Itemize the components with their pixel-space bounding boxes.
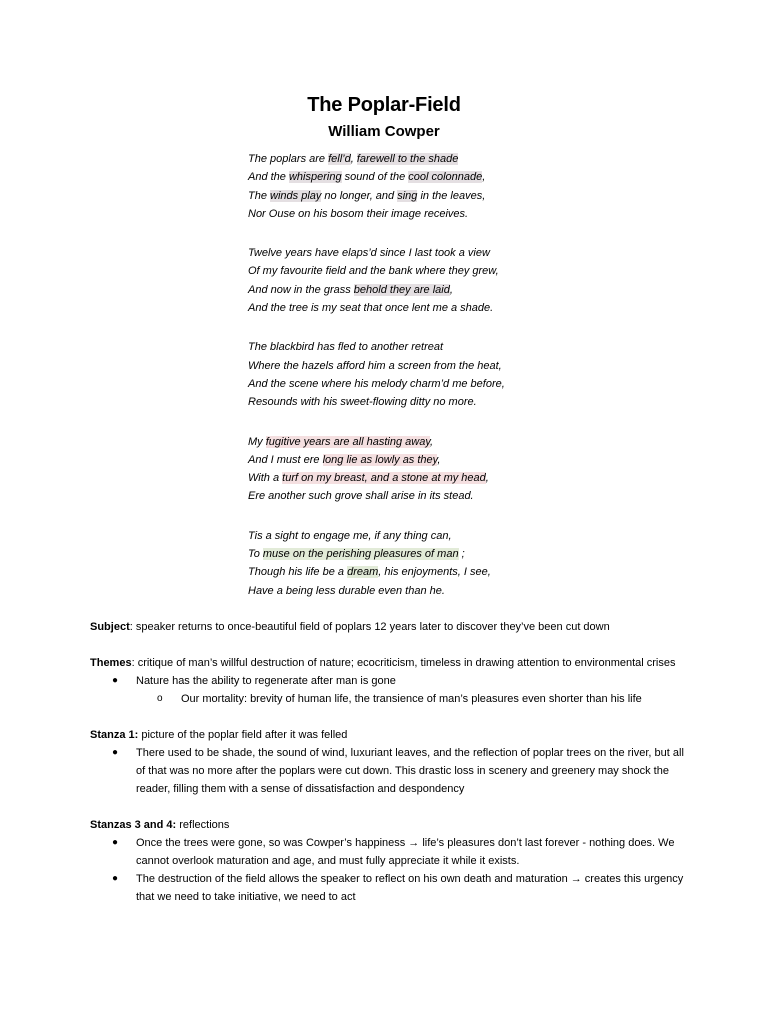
highlighted-phrase: cool colonnade bbox=[408, 171, 483, 184]
poem-line bbox=[248, 527, 578, 545]
poem-text: And now in the grass bbox=[248, 283, 354, 296]
poem-line bbox=[248, 281, 578, 299]
poem-text: Where the hazels afford him a screen from the heat, bbox=[248, 359, 502, 372]
poem-text: The bbox=[248, 189, 271, 202]
poem-line bbox=[248, 393, 578, 411]
poem-text: Twelve years have elaps’d since I last took a view bbox=[248, 247, 490, 260]
poem-line bbox=[248, 375, 578, 393]
stanza1-text: picture of the poplar field after it was felled bbox=[138, 729, 348, 741]
poem-text: ; bbox=[458, 548, 465, 561]
poem-line bbox=[248, 205, 578, 223]
poem-text: , bbox=[350, 153, 357, 165]
list-item: ● Nature has the ability to regenerate after man is gone bbox=[90, 672, 690, 690]
themes-section bbox=[90, 654, 690, 708]
subject-text: : speaker returns to once-beautiful field of poplars 12 years later to discover they’ve been cut down bbox=[129, 621, 610, 633]
stanza1-section bbox=[90, 726, 690, 798]
subject-label: Subject bbox=[90, 621, 130, 633]
stanza-5 bbox=[248, 527, 578, 600]
poem-text: With a bbox=[248, 472, 283, 485]
poem-text: Nor Ouse on his bosom their image receives. bbox=[248, 207, 469, 220]
poem-line bbox=[248, 150, 578, 168]
stanza-1 bbox=[248, 150, 578, 223]
poem-text: , his enjoyments, I see, bbox=[378, 566, 491, 579]
stanza-2 bbox=[248, 244, 578, 317]
poem-line bbox=[248, 563, 578, 581]
highlighted-phrase: farewell to the shade bbox=[356, 153, 459, 165]
poem-line bbox=[248, 451, 578, 469]
poem-line bbox=[248, 487, 578, 505]
poem-line bbox=[248, 469, 578, 487]
poem-text: no longer, and bbox=[321, 189, 398, 202]
highlighted-phrase: whispering bbox=[288, 171, 342, 184]
highlighted-phrase: behold they are laid bbox=[353, 283, 450, 296]
poem-text: And the bbox=[248, 171, 289, 184]
list-item: ● There used to be shade, the sound of wind, luxuriant leaves, and the reflection of poplar trees on the river, but all of that was no more after the poplars were cut down. This drastic loss in scenery and greenery may shock the reader, filling them with a sense of dissatisfaction and despondency bbox=[90, 744, 690, 798]
poem-line bbox=[248, 244, 578, 262]
stanza-3 bbox=[248, 338, 578, 411]
poem-text: Though his life be a bbox=[248, 566, 348, 579]
bullet-icon: ● bbox=[112, 837, 119, 848]
bullet-icon: ● bbox=[112, 675, 119, 686]
themes-text: : critique of man’s willful destruction of nature; ecocriticism, timeless in drawing attention to environmental crises bbox=[131, 657, 676, 669]
highlighted-phrase: turf on my breast, and a stone at my head bbox=[282, 472, 486, 485]
poem-text: And the scene where his melody charm’d me before, bbox=[248, 377, 505, 390]
poem-text: , bbox=[430, 435, 434, 448]
poem-text: Resounds with his sweet-flowing ditty no more. bbox=[248, 396, 477, 409]
stanza-4 bbox=[248, 433, 578, 506]
highlighted-phrase: dream bbox=[347, 566, 379, 579]
poem-text: To bbox=[248, 548, 263, 561]
poem-line bbox=[248, 262, 578, 280]
highlighted-phrase: sing bbox=[397, 189, 418, 202]
poem-text: Of my favourite field and the bank where they grew, bbox=[248, 265, 499, 278]
poem-text: in the leaves, bbox=[417, 189, 486, 202]
poem-text: The blackbird has fled to another retreat bbox=[248, 341, 444, 354]
stanza1-label: Stanza 1: bbox=[90, 729, 139, 741]
poem-text: , bbox=[485, 472, 489, 485]
poem-line bbox=[248, 357, 578, 375]
poem bbox=[248, 150, 578, 621]
highlighted-phrase: fell’d bbox=[328, 153, 351, 165]
poem-line bbox=[248, 168, 578, 186]
poem-line bbox=[248, 582, 578, 600]
poem-line bbox=[248, 545, 578, 563]
hollow-bullet-icon: o bbox=[157, 693, 163, 704]
poem-text: , bbox=[437, 453, 441, 466]
list-item: ● The destruction of the field allows the speaker to reflect on his own death and maturation → creates this urgency that we need to take initiative, we need to act bbox=[90, 870, 690, 906]
highlighted-phrase: fugitive years are all hasting away bbox=[265, 435, 431, 448]
poem-text: My bbox=[248, 435, 266, 448]
poem-text: And I must ere bbox=[248, 453, 323, 466]
poem-line bbox=[248, 299, 578, 317]
stanza34-label: Stanzas 3 and 4: bbox=[90, 819, 177, 831]
poem-text: Have a being less durable even than he. bbox=[248, 584, 445, 597]
poem-text: Ere another such grove shall arise in its stead. bbox=[248, 490, 474, 503]
poem-line bbox=[248, 187, 578, 205]
highlighted-phrase: winds play bbox=[270, 189, 322, 202]
page-title: The Poplar-Field bbox=[307, 94, 461, 116]
poem-text: sound of the bbox=[341, 171, 409, 184]
bullet-icon: ● bbox=[112, 747, 119, 758]
poem-line bbox=[248, 338, 578, 356]
poem-text: And the tree is my seat that once lent me a shade. bbox=[248, 302, 494, 315]
highlighted-phrase: muse on the perishing pleasures of man bbox=[262, 548, 459, 561]
themes-label: Themes bbox=[90, 657, 132, 669]
stanza34-text: reflections bbox=[176, 819, 230, 831]
bullet-icon: ● bbox=[112, 873, 119, 884]
author-name: William Cowper bbox=[328, 123, 440, 140]
stanza34-section bbox=[90, 816, 690, 906]
highlighted-phrase: long lie as lowly as they bbox=[322, 453, 438, 466]
poem-text: , bbox=[482, 171, 486, 184]
list-item: ● Once the trees were gone, so was Cowper’s happiness → life’s pleasures don’t last forever - nothing does. We cannot overlook maturation and age, and must fully appreciate it while it exists. bbox=[90, 834, 690, 870]
poem-line bbox=[248, 433, 578, 451]
list-item: o Our mortality: brevity of human life, the transience of man’s pleasures even shorter than his life bbox=[90, 690, 690, 708]
poem-text: Tis a sight to engage me, if any thing can, bbox=[248, 529, 452, 542]
poem-text: The poplars are bbox=[248, 153, 329, 165]
subject-section bbox=[90, 618, 690, 636]
study-notes bbox=[90, 618, 690, 924]
poem-text: , bbox=[449, 283, 453, 296]
